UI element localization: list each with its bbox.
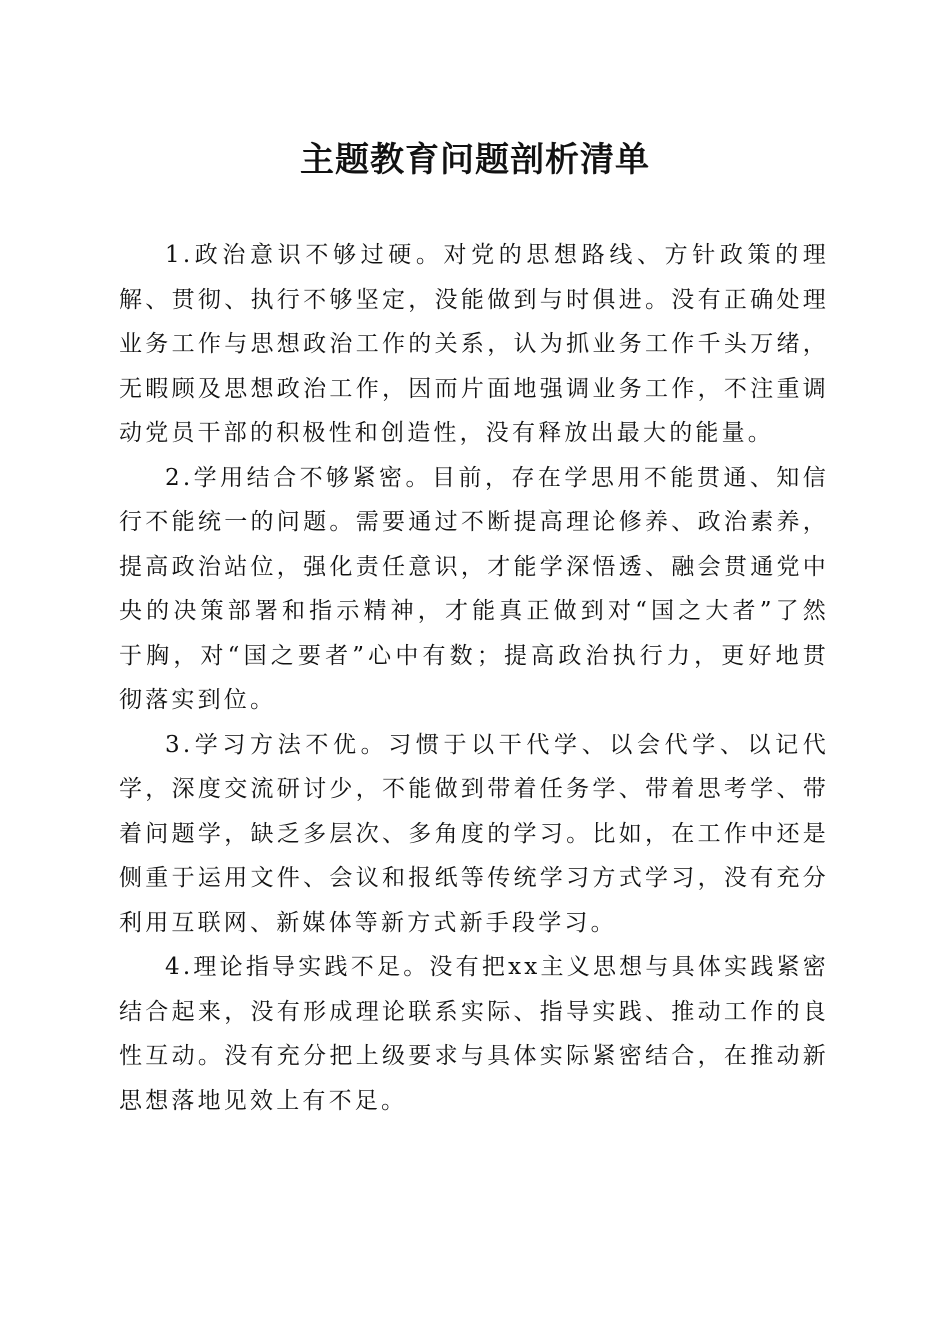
paragraph-2: 2.学用结合不够紧密。目前，存在学思用不能贯通、知信行不能统一的问题。需要通过不断提高理论修养、政治素养，提高政治站位，强化责任意识，才能学深悟透、融会贯通党中央的决策部署和指示精神，才能真正做到对“国之大者”了然于胸，对“国之要者”心中有数；提高政治执行力，更好地贯彻落实到位。 [119, 464, 829, 713]
paragraph-4: 4.理论指导实践不足。没有把xx主义思想与具体实践紧密结合起来，没有形成理论联系实际、指导实践、推动工作的良性互动。没有充分把上级要求与具体实际紧密结合，在推动新思想落地见效上有不足。 [119, 954, 829, 1114]
paragraph-1: 1.政治意识不够过硬。对党的思想路线、方针政策的理解、贯彻、执行不够坚定，没能做到与时俱进。没有正确处理业务工作与思想政治工作的关系，认为抓业务工作千头万绪，无暇顾及思想政治工作，因而片面地强调业务工作，不注重调动党员干部的积极性和创造性，没有释放出最大的能量。 [119, 242, 829, 446]
document-body [119, 233, 829, 1123]
paragraph-3: 3.学习方法不优。习惯于以干代学、以会代学、以记代学，深度交流研讨少，不能做到带着任务学、带着思考学、带着问题学，缺乏多层次、多角度的学习。比如，在工作中还是侧重于运用文件、会议和报纸等传统学习方式学习，没有充分利用互联网、新媒体等新方式新手段学习。 [119, 731, 829, 936]
document-title: 主题教育问题剖析清单 [300, 140, 650, 180]
